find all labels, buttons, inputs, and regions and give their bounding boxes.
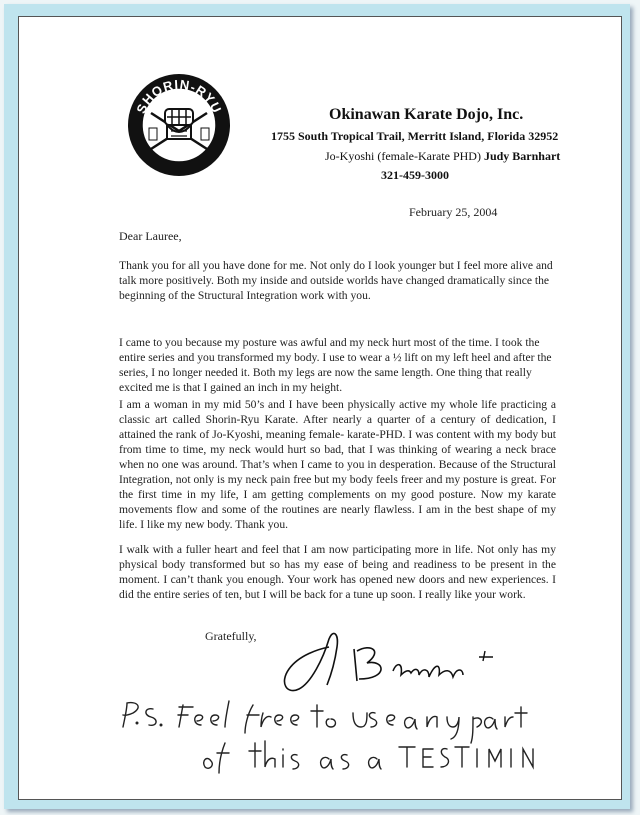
salutation: Dear Lauree, xyxy=(119,229,182,243)
paragraph-2: I came to you because my posture was awful and my neck hurt most of the time. I took the entire series and you transformed my body. I use to wear a ½ lift on my left heel and after the series, I no longer needed it. Both my legs are now the same length. One thing that really excited me is that I gained an inch in my height. xyxy=(119,336,552,394)
logo-text: SHORIN-RYU xyxy=(133,76,225,116)
letter-date: February 25, 2004 xyxy=(409,205,498,219)
instructor-title: Jo-Kyoshi (female-Karate PHD) xyxy=(325,149,481,163)
instructor-name: Judy Barnhart xyxy=(483,149,561,163)
instructor-line xyxy=(325,149,560,164)
paragraph-4: I walk with a fuller heart and feel that I am now participating more in life. Not only has my physical body transformed but so has my ease of being and readiness to be present in the moment. I can’t thank you enough. Your work has opened new doors and new experiences. I did the entire series of ten, but I will be back for a tune up soon. I really like your work. xyxy=(119,543,556,601)
letter-page xyxy=(18,16,622,800)
handwritten-postscript xyxy=(117,699,537,779)
paragraph-1: Thank you for all you have done for me. Not only do I look younger but I feel more alive and talk more positively. Both my inside and outside worlds have changed dramatically since the beginning of the Structural Integration work with you. xyxy=(119,259,553,302)
paragraph-3: I am a woman in my mid 50’s and I have been physically active my whole life practicing a classic art called Shorin-Ryu Karate. After nearly a quarter of a century of dedication, I attained the rank of Jo-Kyoshi, meaning female- karate-PHD. I was content with my body but from time to time, my neck would hurt so bad, that I was thinking of wearing a neck brace when no one was around. That’s when I came to you in desperation. Because of the Structural Integration, not only is my neck pain free but my body feels freer and my posture is great. For the first time in my life, I am getting complements on my good posture. Now my karate movements flow and some of the routines are nearly flawless. I am in the best shape of my life. I like my new body. Thank you. xyxy=(119,398,556,531)
organization-address: 1755 South Tropical Trail, Merritt Island, Florida 32952 xyxy=(271,129,559,143)
shorin-ryu-logo xyxy=(127,73,231,177)
organization-name: Okinawan Karate Dojo, Inc. xyxy=(329,106,524,123)
organization-phone: 321-459-3000 xyxy=(381,168,449,182)
closing: Gratefully, xyxy=(205,629,257,643)
handwritten-signature xyxy=(259,629,519,699)
